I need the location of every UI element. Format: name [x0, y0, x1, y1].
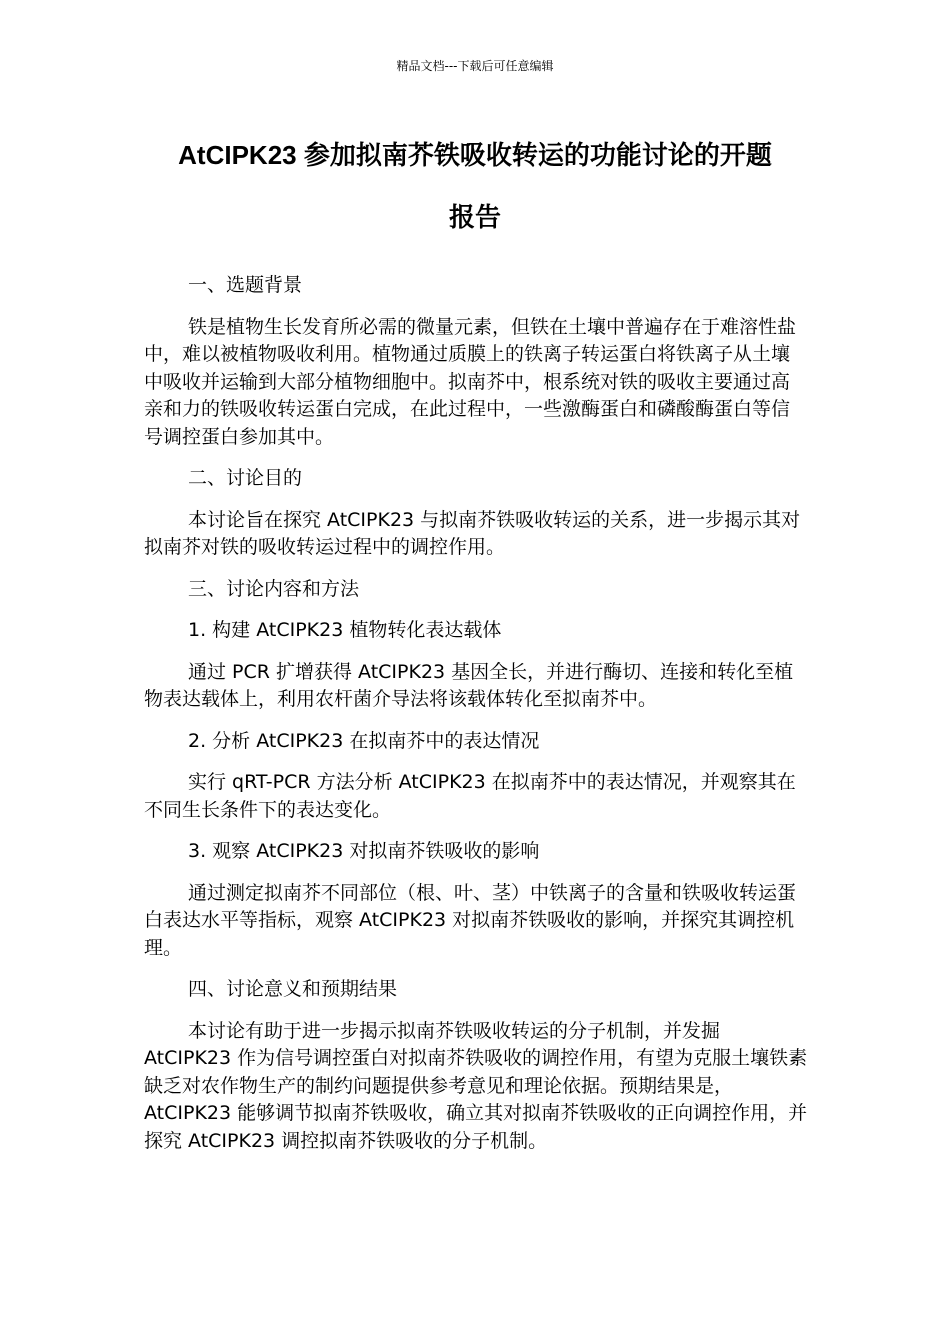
document-title [140, 124, 810, 248]
paragraph-significance: 本讨论有助于进一步揭示拟南芥铁吸收转运的分子机制，并发掘 AtCIPK23 作为信号调控蛋白对拟南芥铁吸收的调控作用，有望为克服土壤铁素缺乏对农作物生产的制约问题提供参考意见和理论依据。预期结果是，AtCIPK23 能够调节拟南芥铁吸收，确立其对拟南芥铁吸收的正向调控作用，并探究 AtCIPK23 调控拟南芥铁吸收的分子机制。 [144, 1019, 808, 1152]
paragraph-purpose: 本讨论旨在探究 AtCIPK23 与拟南芥铁吸收转运的关系，进一步揭示其对拟南芥对铁的吸收转运过程中的调控作用。 [144, 508, 801, 558]
document-title-line-1: AtCIPK23 参加拟南芥铁吸收转运的功能讨论的开题 [178, 140, 772, 170]
paragraph-expression: 实行 qRT-PCR 方法分析 AtCIPK23 在拟南芥中的表达情况，并观察其在不同生长条件下的表达变化。 [144, 771, 796, 821]
paragraph-vector: 通过 PCR 扩增获得 AtCIPK23 基因全长，并进行酶切、连接和转化至植物表达载体上，利用农杆菌介导法将该载体转化至拟南芥中。 [144, 660, 794, 710]
section-heading-background: 一、选题背景 [188, 274, 303, 296]
paragraph-iron-uptake: 通过测定拟南芥不同部位（根、叶、茎）中铁离子的含量和铁吸收转运蛋白表达水平等指标，观察 AtCIPK23 对拟南芥铁吸收的影响，并探究其调控机理。 [144, 881, 797, 959]
section-heading-significance: 四、讨论意义和预期结果 [188, 978, 398, 1000]
section-heading-purpose: 二、讨论目的 [188, 467, 303, 489]
document-title-line-2: 报告 [448, 202, 501, 232]
subsection-heading-expression: 2. 分析 AtCIPK23 在拟南芥中的表达情况 [188, 729, 540, 752]
page-header-watermark: 精品文档---下载后可任意编辑 [396, 59, 554, 73]
subsection-heading-vector: 1. 构建 AtCIPK23 植物转化表达载体 [188, 619, 502, 641]
subsection-heading-iron-uptake: 3. 观察 AtCIPK23 对拟南芥铁吸收的影响 [188, 840, 540, 862]
document-body [144, 272, 808, 1169]
paragraph-background: 铁是植物生长发育所必需的微量元素，但铁在土壤中普遍存在于难溶性盐中，难以被植物吸收利用。植物通过质膜上的铁离子转运蛋白将铁离子从土壤中吸收并运输到大部分植物细胞中。拟南芥中，根系统对铁的吸收主要通过高亲和力的铁吸收转运蛋白完成，在此过程中，一些激酶蛋白和磷酸酶蛋白等信号调控蛋白参加其中。 [144, 315, 797, 448]
section-heading-methods: 三、讨论内容和方法 [188, 577, 360, 600]
